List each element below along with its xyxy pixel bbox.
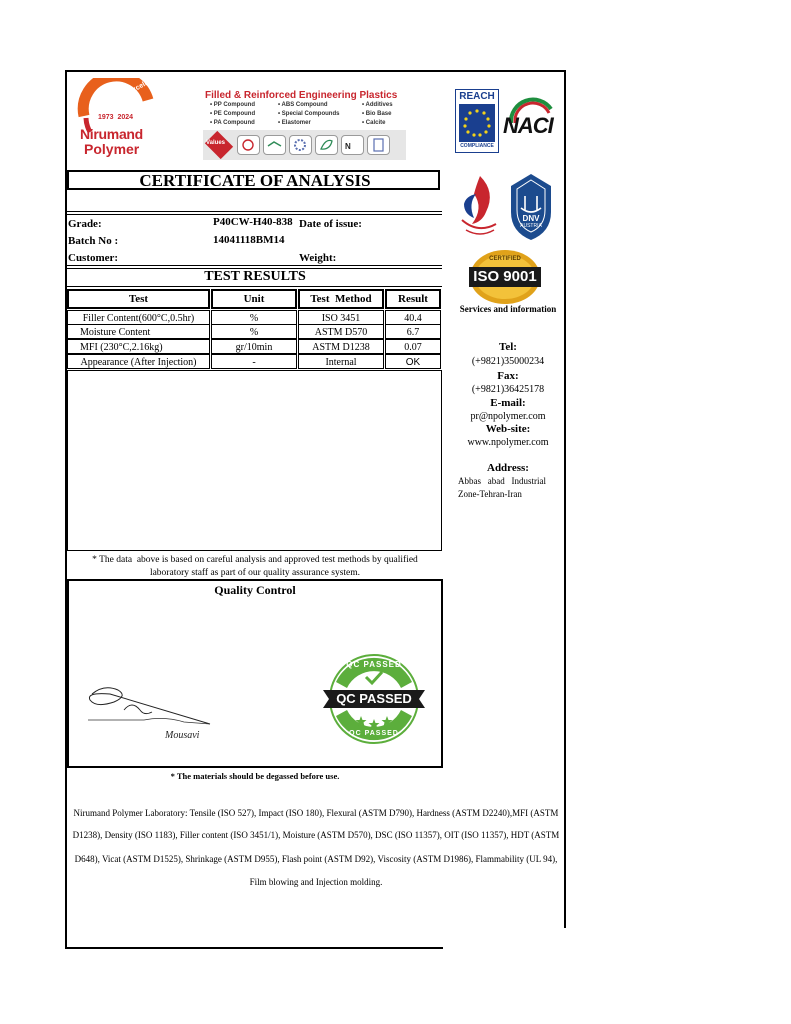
- test-name: Moisture Content: [67, 324, 210, 339]
- reach-logo: [455, 89, 499, 153]
- quality-control-title: Quality Control: [214, 583, 296, 597]
- product-item: • ABS Compound: [278, 102, 328, 108]
- values-strip: [203, 130, 406, 160]
- test-results-title: TEST RESULTS: [204, 269, 306, 284]
- frame-bottom: [65, 947, 443, 949]
- naci-small-icon: [341, 135, 364, 155]
- lab-capabilities-line4: Film blowing and Injection molding.: [249, 877, 383, 887]
- test-unit: -: [211, 354, 297, 369]
- batch-label: Batch No :: [68, 235, 119, 247]
- banner-title: Filled & Reinforced Engineering Plastics: [205, 90, 398, 101]
- test-method: ASTM D570: [298, 324, 384, 339]
- certificate-title: CERTIFICATE OF ANALYSIS: [139, 171, 371, 190]
- degas-note: * The materials should be degassed before use.: [170, 771, 340, 781]
- product-item: • PA Compound: [210, 120, 255, 126]
- reach-title: REACH: [459, 91, 495, 102]
- iso-badge-top: CERTIFIED: [489, 256, 521, 262]
- batch-value: 14041118BM14: [213, 234, 285, 246]
- values-label: Values: [206, 140, 226, 146]
- lab-capabilities-line1: Nirumand Polymer Laboratory: Tensile (ISO 527), Impact (ISO 180), Flexural (ASTM D790), Hardness (ASTM D2240),MFI (ASTM: [73, 808, 559, 818]
- date-of-issue-label: Date of issue:: [299, 218, 362, 230]
- iso-badge-text: ISO 9001: [473, 268, 537, 285]
- tel-value: (+9821)35000234: [471, 356, 545, 367]
- flame-award-logo: [456, 172, 500, 242]
- product-item: • PP Compound: [210, 102, 256, 108]
- naci-logo: [501, 87, 557, 153]
- website-label: Web-site:: [485, 423, 531, 435]
- test-unit: gr/10min: [211, 339, 297, 354]
- naci-text: NACI: [503, 113, 553, 138]
- product-item: • Special Compounds: [278, 111, 340, 117]
- frame-top: [65, 70, 566, 72]
- qc-arc-bottom-text: QC PASSED: [349, 730, 399, 737]
- email-label: E-mail:: [490, 397, 526, 409]
- weight-label: Weight:: [299, 252, 337, 264]
- recycle-icon: [237, 135, 260, 155]
- table-header-method: Test Method: [298, 289, 384, 309]
- handshake-icon: [263, 135, 286, 155]
- qc-stamp-text: QC PASSED: [336, 691, 412, 706]
- iso-9001-badge: [469, 249, 541, 305]
- services-text: Services and information: [459, 304, 557, 314]
- test-method: ASTM D1238: [298, 339, 384, 354]
- test-method: ISO 3451: [298, 310, 384, 325]
- leaf-icon: [315, 135, 338, 155]
- product-item: • PE Compound: [210, 111, 256, 117]
- logo-arc-text: 51 Years of Excellence: [92, 72, 163, 115]
- signature-name: Mousavi: [165, 730, 200, 741]
- dnv-sub: AUSTRIA: [520, 223, 542, 229]
- qc-arc-top-text: QC PASSED: [346, 660, 402, 669]
- test-result: 0.07: [385, 339, 441, 354]
- test-result: 40.4: [385, 310, 441, 325]
- product-item: • Bio Base: [362, 111, 392, 117]
- logo-years: 1973 2024: [98, 114, 134, 121]
- product-item: • Calcite: [362, 120, 386, 126]
- lab-capabilities-line3: D648), Vicat (ASTM D1525), Shrinkage (ASTM D955), Flash point (ASTM D92), Viscosity (ASTM D1986), Flammability (UL 94),: [74, 854, 558, 864]
- reach-sub: COMPLIANCE: [460, 143, 494, 149]
- logo-name-line1: Nirumand: [80, 126, 143, 142]
- company-logo: [76, 72, 163, 160]
- dnv-logo: [505, 172, 557, 242]
- fax-value: (+9821)36425178: [471, 384, 545, 395]
- address-line1: Abbas abad Industrial: [458, 476, 546, 486]
- website-value[interactable]: www.npolymer.com: [467, 437, 549, 448]
- test-unit: %: [211, 324, 297, 339]
- test-method: Internal: [298, 354, 384, 369]
- eu-stars-icon: [459, 104, 495, 142]
- test-name: Appearance (After Injection): [67, 354, 210, 369]
- email-value[interactable]: pr@npolymer.com: [470, 411, 546, 422]
- customer-label: Customer:: [68, 252, 119, 264]
- test-unit: %: [211, 310, 297, 325]
- test-name: MFI (230°C,2.16kg): [67, 339, 210, 354]
- grade-label: Grade:: [68, 218, 102, 230]
- dnv-text: DNV: [522, 214, 540, 223]
- logo-name-line2: Polymer: [84, 141, 140, 157]
- table-header-test: Test: [67, 289, 210, 309]
- tel-label: Tel:: [499, 341, 517, 353]
- product-item: • Additives: [362, 102, 393, 108]
- grade-value: P40CW-H40-838: [213, 216, 293, 228]
- disclaimer-line2: laboratory staff as part of our quality assurance system.: [149, 568, 361, 578]
- lab-capabilities-line2: D1238), Density (ISO 1183), Filler content (ISO 3451/1), Moisture (ASTM D570), DSC (ISO 11357), OIT (ISO 11357), HDT (ASTM: [72, 830, 560, 840]
- gear-icon: [289, 135, 312, 155]
- product-item: • Elastomer: [278, 120, 311, 126]
- address-label: Address:: [487, 462, 529, 474]
- test-result: OK: [385, 354, 441, 369]
- qc-passed-stamp: [321, 652, 427, 746]
- table-header-unit: Unit: [211, 289, 297, 309]
- address-line2: Zone-Tehran-Iran: [458, 489, 522, 499]
- results-empty-area: [67, 370, 442, 551]
- table-header-result: Result: [385, 289, 441, 309]
- disclaimer-line1: * The data above is based on careful analysis and approved test methods by qualified: [92, 555, 418, 565]
- frame-right: [564, 70, 566, 928]
- svg-text:N: N: [345, 142, 351, 151]
- test-name: Filler Content(600°C,0.5hr): [67, 310, 210, 325]
- test-result: 6.7: [385, 324, 441, 339]
- document-icon: [367, 135, 390, 155]
- fax-label: Fax:: [497, 370, 519, 382]
